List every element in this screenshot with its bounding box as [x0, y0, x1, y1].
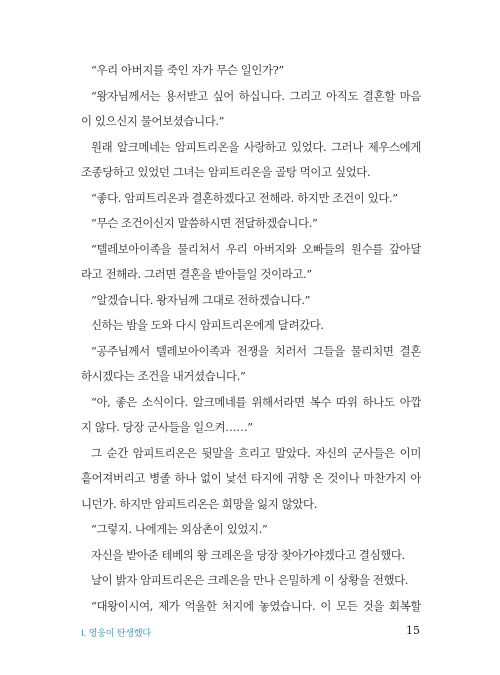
chapter-title: I. 영웅이 탄생했다 [81, 629, 151, 639]
text-line: 이 있으신지 물어보셨습니다.” [81, 114, 225, 128]
text-line: 날이 밝자 암피트리온은 크레온을 만나 은밀하게 이 상황을 전했다. [91, 573, 409, 587]
text-line: 흩어져버리고 병졸 하나 없이 낯선 타지에 귀향 온 것이나 마찬가지 아 [81, 471, 421, 485]
body-text [81, 58, 421, 619]
text-line: 신하는 밤을 도와 다시 암피트리온에게 달려갔다. [91, 318, 324, 332]
text-line: 조종당하고 있었던 그녀는 암피트리온을 골탕 먹이고 싶었다. [81, 165, 371, 179]
text-line: 그 순간 암피트리온은 뒷말을 흐리고 말았다. 자신의 군사들은 이미 [91, 445, 421, 460]
text-line: 니던가. 하지만 암피트리온은 희망을 잃지 않았다. [81, 496, 317, 511]
text-line: 지 않다. 당장 군사들을 일으켜……” [81, 420, 253, 434]
text-line: “알겠습니다. 왕자님께 그대로 전하겠습니다.” [91, 292, 311, 307]
text-line: “아, 좋은 소식이다. 알크메네를 위해서라면 복수 따위 하나도 아깝 [91, 394, 421, 409]
text-line: 하시겠다는 조건을 내거셨습니다.” [81, 369, 246, 383]
text-line: 원래 알크메네는 암피트리온을 사랑하고 있었다. 그러나 제우스에게 [91, 139, 421, 154]
text-line: “좋다. 암피트리온과 결혼하겠다고 전해라. 하지만 조건이 있다.” [91, 190, 398, 205]
text-line: “왕자님께서는 용서받고 싶어 하십니다. 그리고 아직도 결혼할 마음 [91, 88, 421, 103]
text-line: “우리 아버지를 죽인 자가 무슨 일인가?” [91, 63, 284, 77]
text-line: “공주님께서 텔레보아이족과 전쟁을 치러서 그들을 물리치면 결혼 [91, 343, 421, 358]
text-line: 자신을 받아준 테베의 왕 크레온을 당장 찾아가야겠다고 결심했다. [91, 547, 405, 562]
text-line: “텔레보아이족을 물리쳐서 우리 아버지와 오빠들의 원수를 갚아달 [91, 241, 421, 256]
text-line: 라고 전해라. 그러면 결혼을 받아들일 것이라고.” [81, 267, 312, 281]
text-line: “그렇지. 나에게는 외삼촌이 있었지.” [91, 522, 268, 536]
text-line: “무슨 조건이신지 말씀하시면 전달하겠습니다.” [91, 216, 318, 230]
page-number: 15 [406, 624, 420, 637]
text-line: “대왕이시여, 제가 억울한 처지에 놓였습니다. 이 모든 것을 회복할 [91, 598, 421, 613]
